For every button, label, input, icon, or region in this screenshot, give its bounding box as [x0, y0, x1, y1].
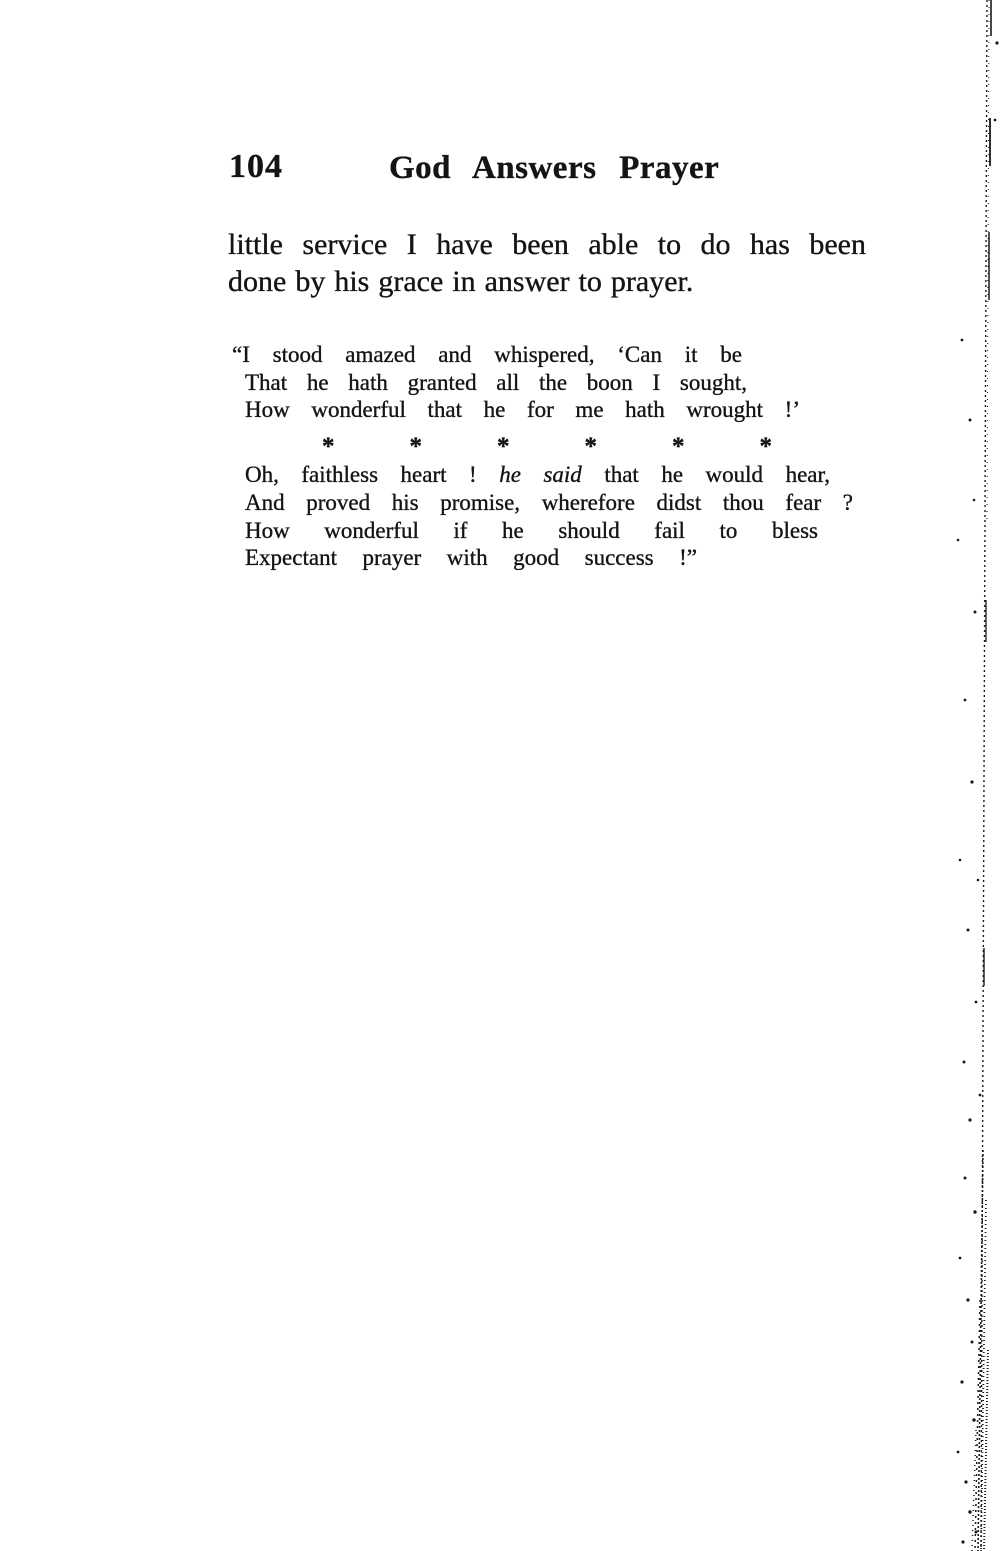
asterisk: *	[584, 433, 597, 461]
poem-stanza-1	[232, 341, 853, 424]
asterisk: *	[672, 433, 685, 461]
poem-line: Expectant prayer with good success !”	[245, 545, 697, 571]
poem-line: That he hath granted all the boon I sought,	[245, 369, 747, 395]
asterisk-separator	[322, 433, 772, 461]
poem-block	[232, 341, 853, 572]
paragraph-line: done by his grace in answer to prayer.	[228, 265, 694, 298]
poem-line: How wonderful that he for me hath wrought !’	[245, 397, 800, 423]
asterisk: *	[497, 433, 510, 461]
poem-line: How wonderful if he should fail to bless	[245, 517, 818, 543]
body-paragraph	[228, 226, 866, 300]
paragraph-line: little service I have been able to do has been	[228, 228, 866, 261]
poem-line: And proved his promise, wherefore didst thou fear ?	[245, 489, 853, 515]
asterisk: *	[409, 433, 422, 461]
asterisk: *	[759, 433, 772, 461]
poem-stanza-2	[245, 461, 853, 572]
poem-line: “I stood amazed and whispered, ‘Can it be	[232, 342, 742, 367]
poem-line	[245, 461, 830, 489]
poem-text: Oh, faithless heart !	[245, 462, 500, 488]
scan-edge-artifact	[950, 0, 1000, 1551]
poem-text: that he would hear,	[581, 462, 830, 488]
running-title: God Answers Prayer	[389, 150, 720, 186]
asterisk: *	[322, 433, 335, 461]
page-number: 104	[229, 148, 283, 185]
poem-text-italic: he said	[499, 462, 582, 488]
